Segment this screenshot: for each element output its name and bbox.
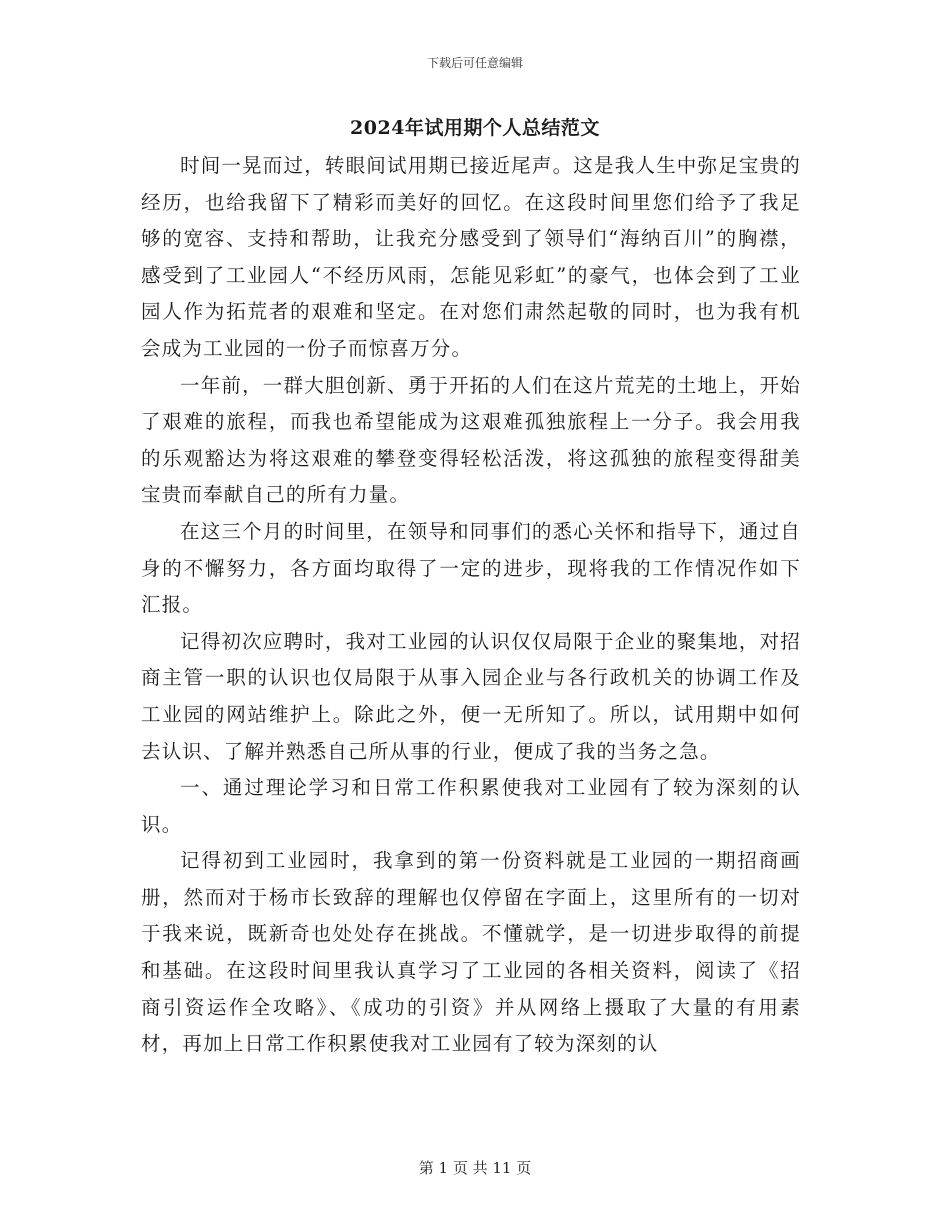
document-body [141,148,801,1063]
section-heading-1: 一、通过理论学习和日常工作积累使我对工业园有了较为深刻的认识。 [141,776,801,836]
page-header-note: 下载后可任意编辑 [426,56,523,70]
document-title: 2024年试用期个人总结范文 [350,117,600,139]
paragraph-2: 一年前，一群大胆创新、勇于开拓的人们在这片荒芜的土地上，开始了艰难的旅程，而我也希望能成为这艰难孤独旅程上一分子。我会用我的乐观豁达为将这艰难的攀登变得轻松活泼，将这孤独的旅程变得甜美宝贵而奉献自己的所有力量。 [141,373,802,507]
paragraph-4: 记得初次应聘时，我对工业园的认识仅仅局限于企业的聚集地，对招商主管一职的认识也仅局限于从事入园企业与各行政机关的协调工作及工业园的网站维护上。除此之外，便一无所知了。所以，试用期中如何去认识、了解并熟悉自己所从事的行业，便成了我的当务之急。 [141,629,802,763]
paragraph-1: 时间一晃而过，转眼间试用期已接近尾声。这是我人生中弥足宝贵的经历，也给我留下了精彩而美好的回忆。在这段时间里您们给予了我足够的宽容、支持和帮助，让我充分感受到了领导们“海纳百川”的胸襟，感受到了工业园人“不经历风雨，怎能见彩虹”的豪气，也体会到了工业园人作为拓荒者的艰难和坚定。在对您们肃然起敬的同时，也为我有机会成为工业园的一份子而惊喜万分。 [141,154,802,360]
page-number: 第 1 页 共 11 页 [418,1159,532,1177]
paragraph-3: 在这三个月的时间里，在领导和同事们的悉心关怀和指导下，通过自身的不懈努力，各方面均取得了一定的进步，现将我的工作情况作如下汇报。 [141,519,802,617]
paragraph-5: 记得初到工业园时，我拿到的第一份资料就是工业园的一期招商画册，然而对于杨市长致辞的理解也仅停留在字面上，这里所有的一切对于我来说，既新奇也处处存在挑战。不懂就学，是一切进步取得的前提和基础。在这段时间里我认真学习了工业园的各相关资料，阅读了《招商引资运作全攻略》、《成功的引资》并从网络上摄取了大量的有用素材，再加上日常工作积累使我对工业园有了较为深刻的认 [141,849,801,1056]
